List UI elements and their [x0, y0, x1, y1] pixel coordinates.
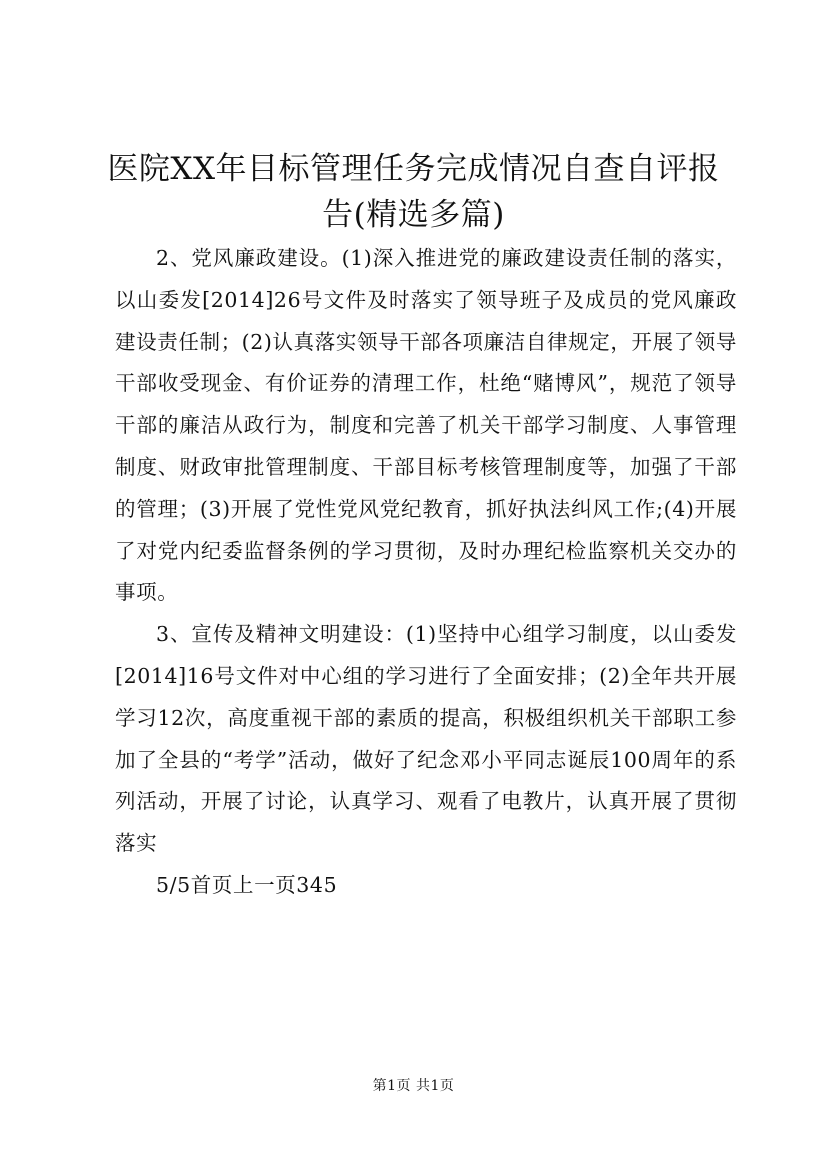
pagination-text: 5/5首页上一页345 — [156, 872, 338, 897]
title-line-1: 医院XX年目标管理任务完成情况自查自评报 — [107, 151, 720, 187]
document-body — [115, 238, 737, 907]
document-title — [90, 146, 737, 238]
page-footer: 第1页 共1页 — [372, 1078, 455, 1094]
paragraph-party-conduct: 2、党风廉政建设。(1)深入推进党的廉政建设责任制的落实，以山委发[2014]26号文件及时落实了领导班子及成员的党风廉政建设责任制；(2)认真落实领导干部各项廉洁自律规定，开展了领导干部收受现金、有价证券的清理工作，杜绝“赌博风”，规范了领导干部的廉洁从政行为，制度和完善了机关干部学习制度、人事管理制度、财政审批管理制度、干部目标考核管理制度等，加强了干部的管理；(3)开展了党性党风党纪教育，抓好执法纠风工作;(4)开展了对党内纪委监督条例的学习贯彻，及时办理纪检监察机关交办的事项。 — [115, 246, 737, 605]
title-line-2: 告(精选多篇) — [322, 197, 505, 233]
paragraph-publicity-civilization: 3、宣传及精神文明建设：(1)坚持中心组学习制度，以山委发[2014]16号文件对中心组的学习进行了全面安排；(2)全年共开展学习12次，高度重视干部的素质的提高，积极组织机关干部职工参加了全县的“考学”活动，做好了纪念邓小平同志诞辰100周年的系列活动，开展了讨论，认真学习、观看了电教片，认真开展了贯彻落实 — [115, 622, 737, 856]
